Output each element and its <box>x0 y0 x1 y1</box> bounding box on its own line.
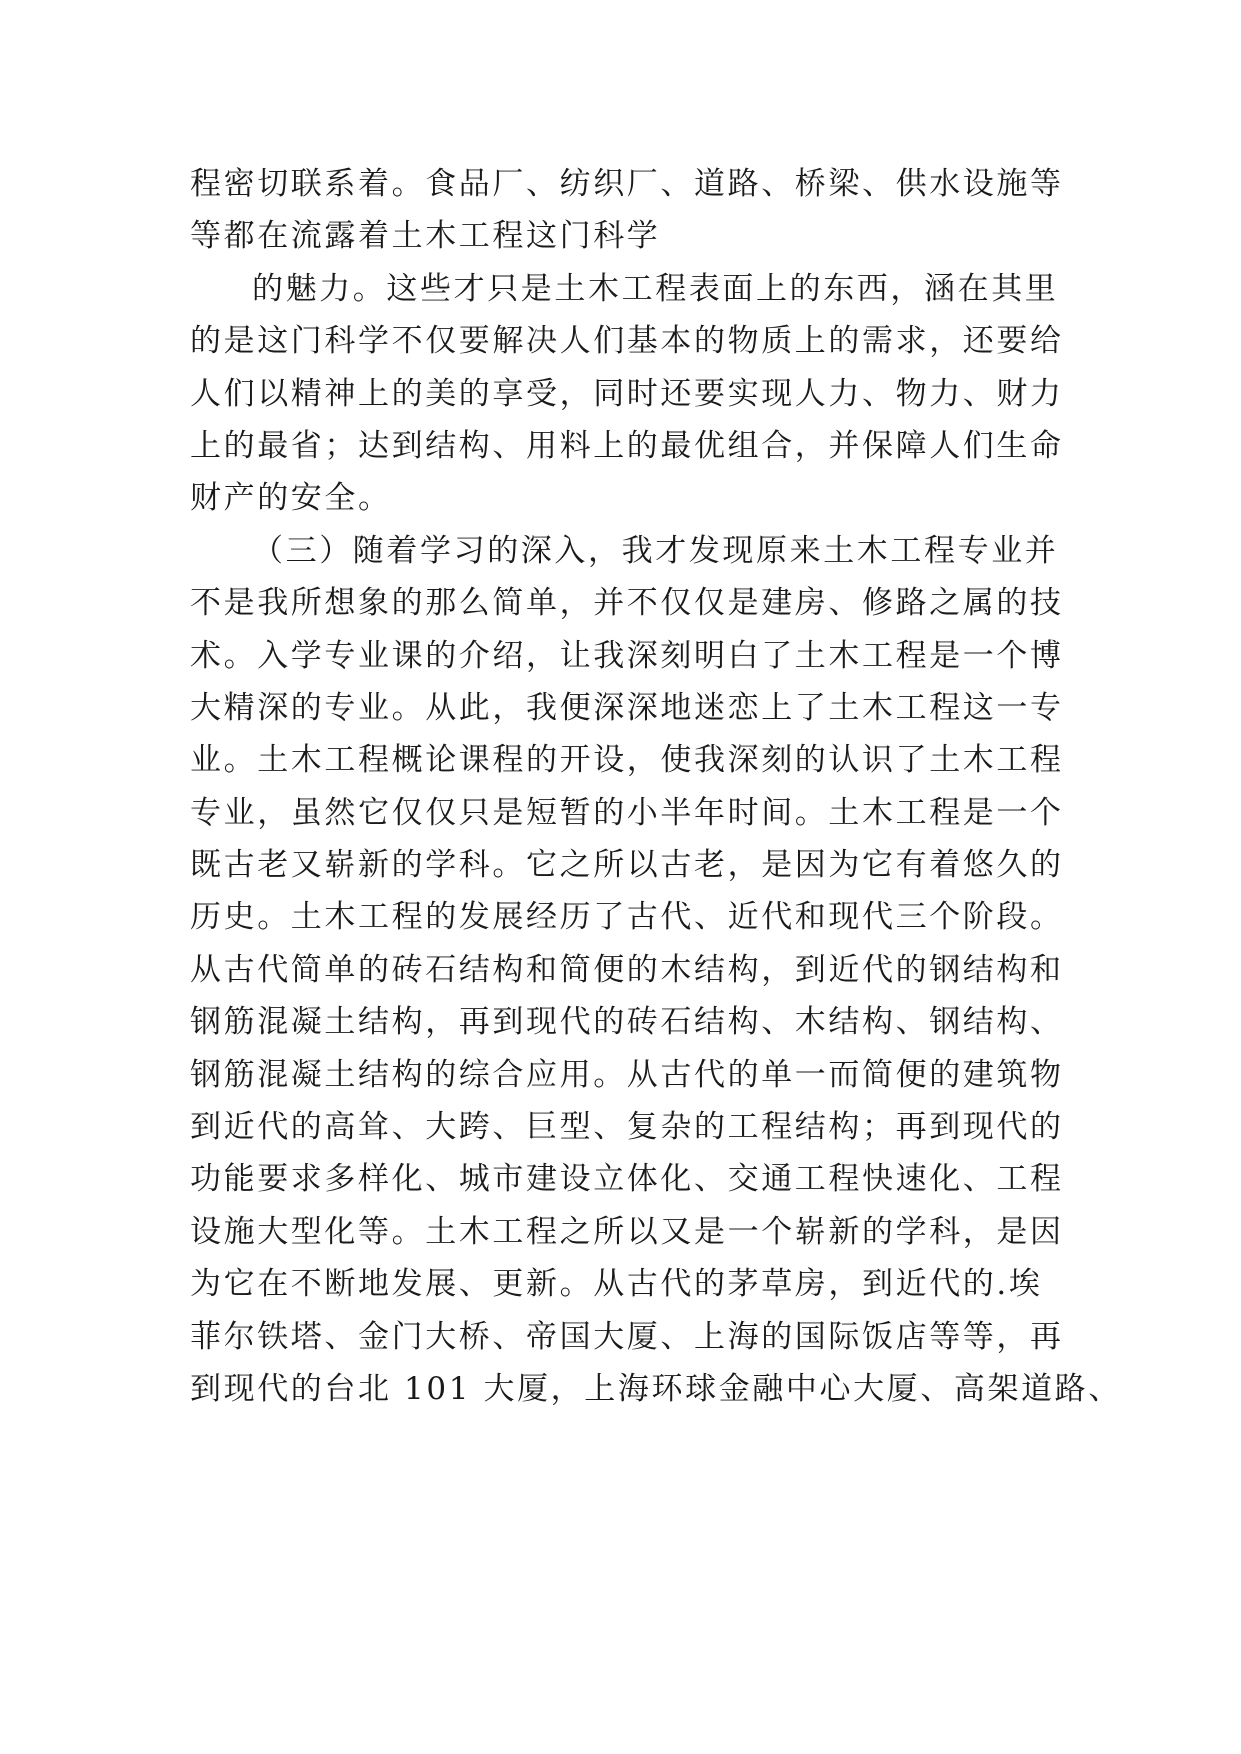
text-line-3: 的魅力。这些才只是土木工程表面上的东西，涵在其里 <box>252 270 1059 307</box>
text-line-10: 术。入学专业课的介绍，让我深刻明白了土木工程是一个博 <box>190 637 1064 674</box>
text-line-13: 专业，虽然它仅仅只是短暂的小半年时间。土木工程是一个 <box>190 794 1064 831</box>
text-line-7: 财产的安全。 <box>190 480 392 517</box>
text-line-16: 从古代简单的砖石结构和简便的木结构，到近代的钢结构和 <box>190 951 1064 988</box>
text-line-14: 既古老又崭新的学科。它之所以古老，是因为它有着悠久的 <box>190 847 1064 884</box>
text-line-2: 等都在流露着土木工程这门科学 <box>190 218 661 255</box>
text-line-9: 不是我所想象的那么简单，并不仅仅是建房、修路之属的技 <box>190 585 1064 622</box>
text-line-12: 业。土木工程概论课程的开设，使我深刻的认识了土木工程 <box>190 742 1064 779</box>
text-line-15: 历史。土木工程的发展经历了古代、近代和现代三个阶段。 <box>190 899 1064 936</box>
text-line-8: （三）随着学习的深入，我才发现原来土木工程专业并 <box>252 532 1059 569</box>
text-line-21: 设施大型化等。土木工程之所以又是一个崭新的学科，是因 <box>190 1213 1064 1250</box>
text-line-17: 钢筋混凝土结构，再到现代的砖石结构、木结构、钢结构、 <box>190 1004 1064 1041</box>
text-line-11: 大精深的专业。从此，我便深深地迷恋上了土木工程这一专 <box>190 689 1064 726</box>
text-line-20: 功能要求多样化、城市建设立体化、交通工程快速化、工程 <box>190 1161 1064 1198</box>
text-line-19: 到近代的高耸、大跨、巨型、复杂的工程结构；再到现代的 <box>190 1109 1064 1146</box>
text-line-5: 人们以精神上的美的享受，同时还要实现人力、物力、财力 <box>190 375 1064 412</box>
body-text <box>190 158 1122 1415</box>
text-line-4: 的是这门科学不仅要解决人们基本的物质上的需求，还要给 <box>190 323 1064 360</box>
text-line-18: 钢筋混凝土结构的综合应用。从古代的单一而简便的建筑物 <box>190 1056 1064 1093</box>
text-line-6: 上的最省；达到结构、用料上的最优组合，并保障人们生命 <box>190 427 1064 464</box>
text-line-23: 菲尔铁塔、金门大桥、帝国大厦、上海的国际饭店等等，再 <box>190 1318 1064 1355</box>
text-line-22: 为它在不断地发展、更新。从古代的茅草房，到近代的.埃 <box>190 1266 1043 1303</box>
text-line-1: 程密切联系着。食品厂、纺织厂、道路、桥梁、供水设施等 <box>190 166 1064 202</box>
text-line-24: 到现代的台北 101 大厦，上海环球金融中心大厦、高架道路、 <box>190 1370 1122 1407</box>
